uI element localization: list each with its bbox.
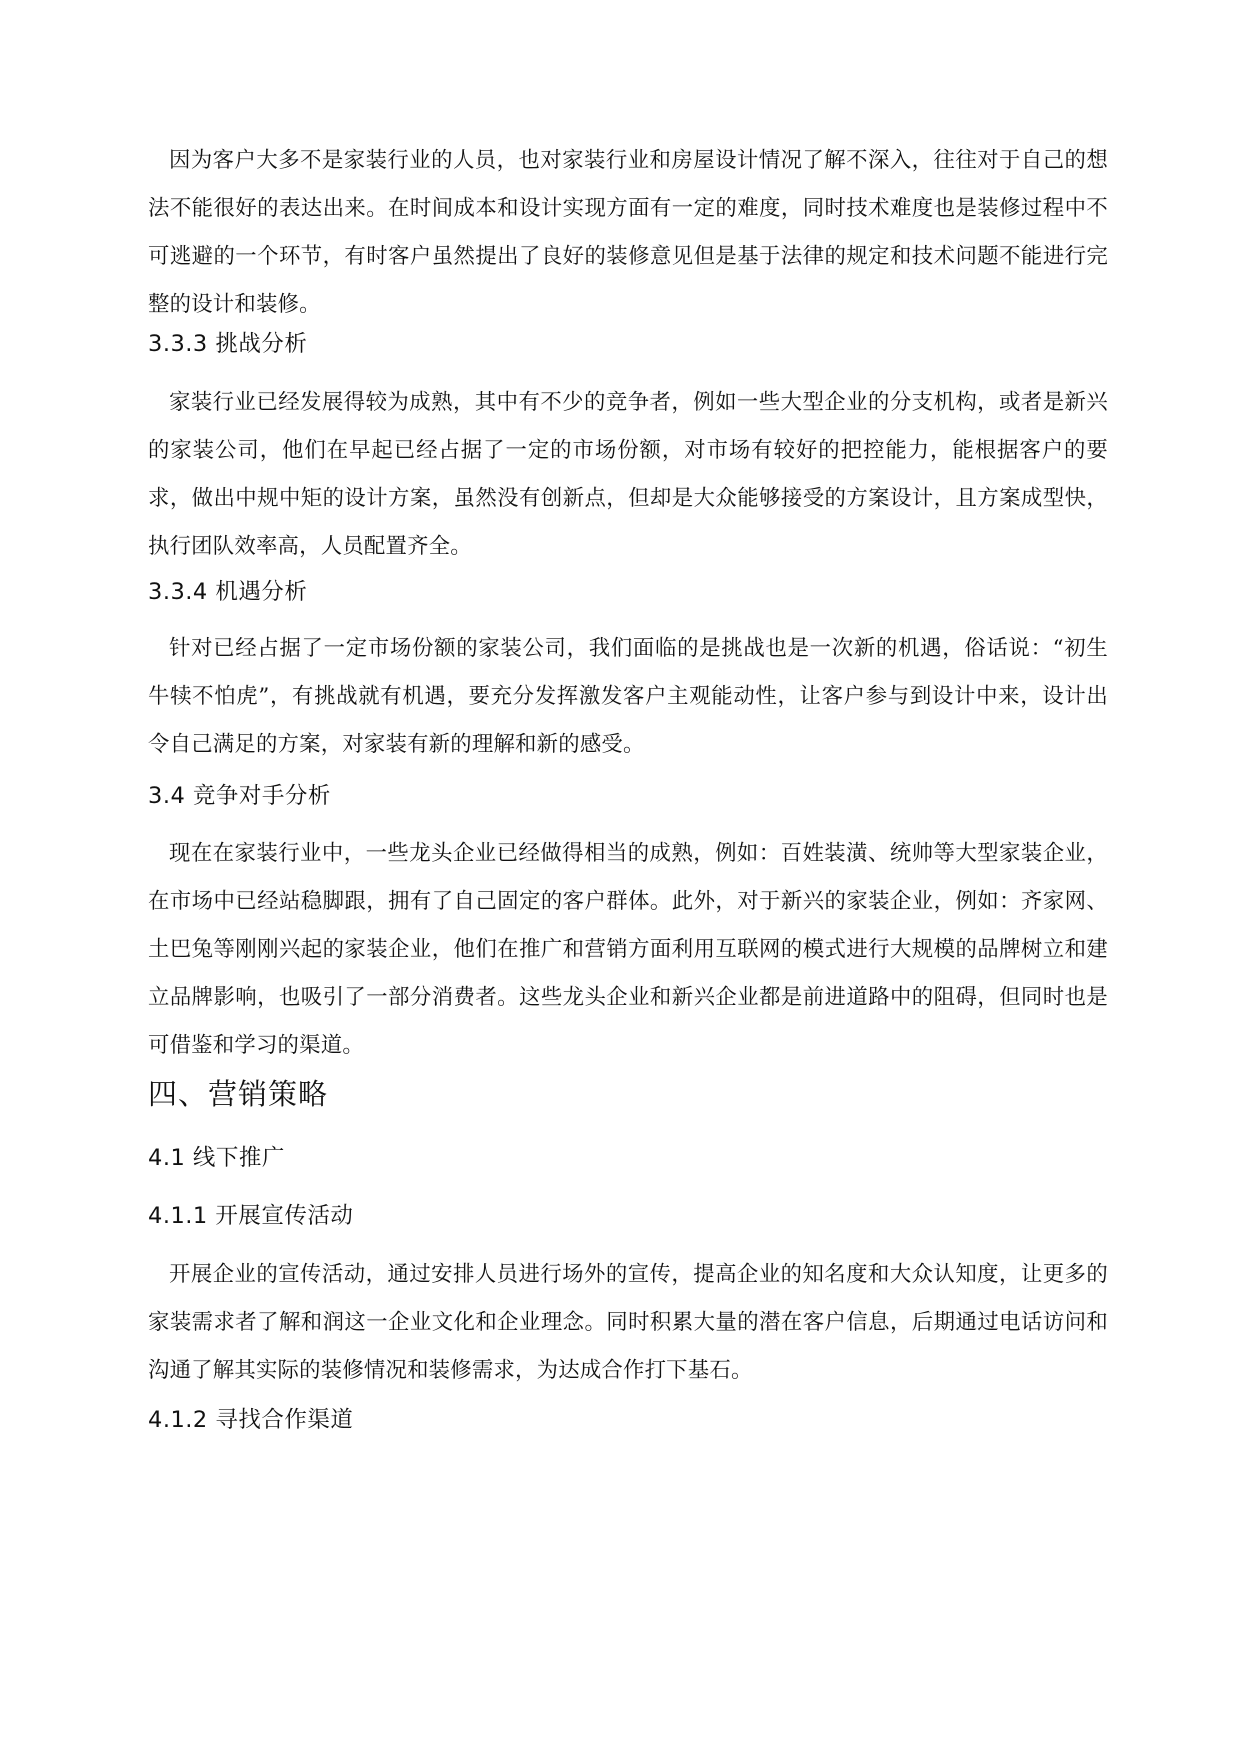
heading-4-marketing-strategy: 四、营销策略 <box>148 1077 329 1111</box>
paragraph-competitor-analysis: 现在在家装行业中，一些龙头企业已经做得相当的成熟，例如：百姓装潢、统帅等大型家装企业，在市场中已经站稳脚跟，拥有了自己固定的客户群体。此外，对于新兴的家装企业，例如：齐家网、土巴兔等刚刚兴起的家装企业，他们在推广和营销方面利用互联网的模式进行大规模的品牌树立和建立品牌影响，也吸引了一部分消费者。这些龙头企业和新兴企业都是前进道路中的阻碍，但同时也是可借鉴和学习的渠道。 <box>148 841 1108 1058</box>
heading-4-1-2: 4.1.2 寻找合作渠道 <box>148 1407 354 1433</box>
heading-3-3-3: 3.3.3 挑战分析 <box>148 331 308 357</box>
paragraph-opportunity-analysis: 针对已经占据了一定市场份额的家装公司，我们面临的是挑战也是一次新的机遇，俗话说：“初生牛犊不怕虎”，有挑战就有机遇，要充分发挥激发客户主观能动性，让客户参与到设计中来，设计出令自己满足的方案，对家装有新的理解和新的感受。 <box>148 636 1108 757</box>
heading-4-1-1: 4.1.1 开展宣传活动 <box>148 1203 354 1229</box>
heading-4-1: 4.1 线下推广 <box>148 1145 285 1171</box>
paragraph-customer-difficulties: 因为客户大多不是家装行业的人员，也对家装行业和房屋设计情况了解不深入，往往对于自己的想法不能很好的表达出来。在时间成本和设计实现方面有一定的难度，同时技术难度也是装修过程中不可逃避的一个环节，有时客户虽然提出了良好的装修意见但是基于法律的规定和技术问题不能进行完整的设计和装修。 <box>148 148 1108 317</box>
paragraph-promotion-activities: 开展企业的宣传活动，通过安排人员进行场外的宣传，提高企业的知名度和大众认知度，让更多的家装需求者了解和润这一企业文化和企业理念。同时积累大量的潜在客户信息，后期通过电话访问和沟通了解其实际的装修情况和装修需求，为达成合作打下基石。 <box>148 1262 1108 1383</box>
paragraph-challenge-analysis: 家装行业已经发展得较为成熟，其中有不少的竞争者，例如一些大型企业的分支机构，或者是新兴的家装公司，他们在早起已经占据了一定的市场份额，对市场有较好的把控能力，能根据客户的要求，做出中规中矩的设计方案，虽然没有创新点，但却是大众能够接受的方案设计，且方案成型快，执行团队效率高，人员配置齐全。 <box>148 390 1108 559</box>
heading-3-4: 3.4 竞争对手分析 <box>148 783 331 809</box>
heading-3-3-4: 3.3.4 机遇分析 <box>148 579 308 605</box>
